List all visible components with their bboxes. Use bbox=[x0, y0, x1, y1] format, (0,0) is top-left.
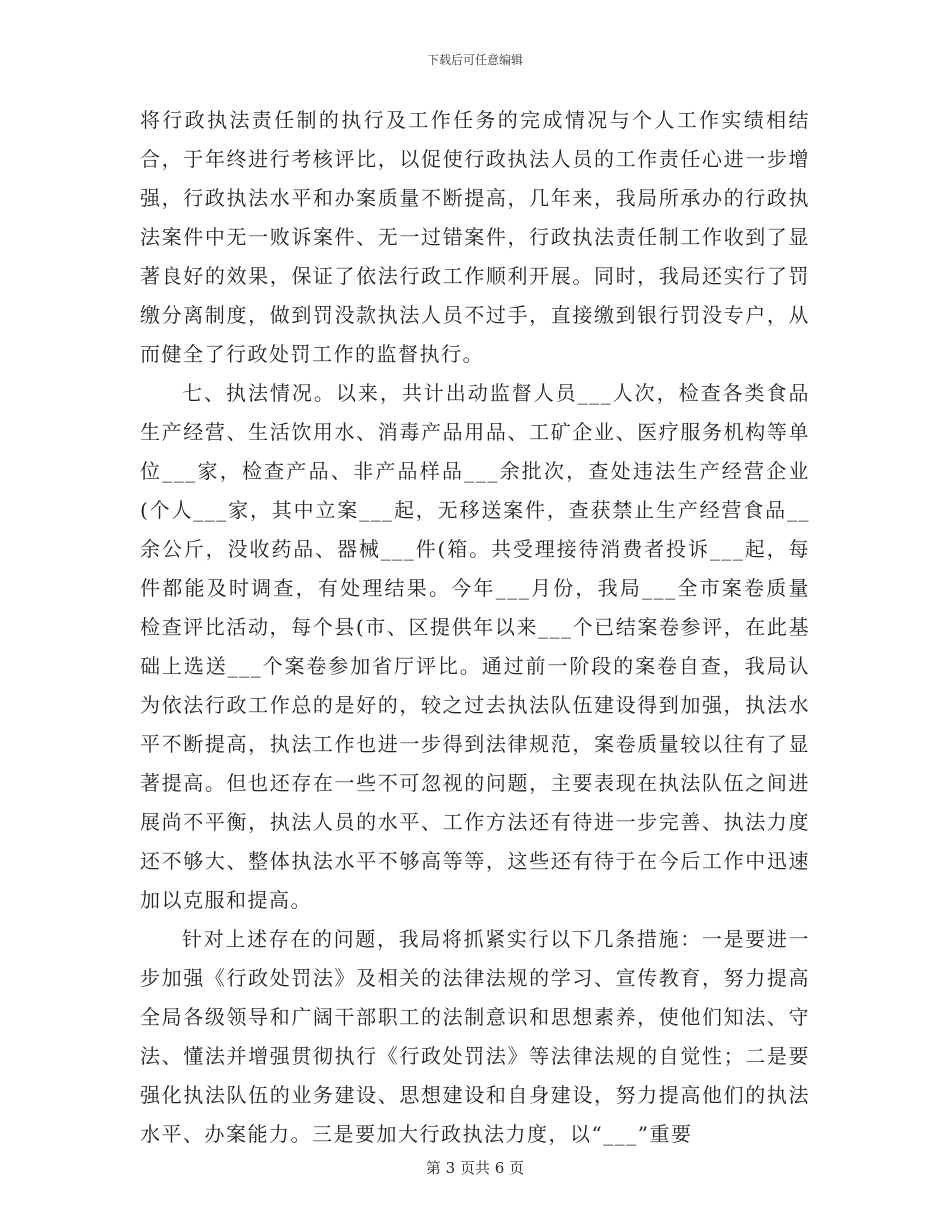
paragraph-enforcement-status: 七、执法情况。以来，共计出动监督人员___人次，检查各类食品生产经营、生活饮用水、消毒产品用品、工矿企业、医疗服务机构等单位___家，检查产品、非产品样品___余批次，查处违法生产经营企业(个人___家，其中立案___起，无移送案件，查获禁止生产经营食品__余公斤，没收药品、器械___件(箱。共受理接待消费者投诉___起，每件都能及时调查，有处理结果。今年___月份，我局___全市案卷质量检查评比活动，每个县(市、区提供年以来___个已结案卷参评，在此基础上选送___个案卷参加省厅评比。通过前一阶段的案卷自查，我局认为依法行政工作总的是好的，较之过去执法队伍建设得到加强，执法水平不断提高，执法工作也进一步得到法律规范，案卷质量较以往有了显著提高。但也还存在一些不可忽视的问题，主要表现在执法队伍之间进展尚不平衡，执法人员的水平、工作方法还有待进一步完善、执法力度还不够大、整体执法水平不够高等等，这些还有待于在今后工作中迅速加以克服和提高。 bbox=[140, 381, 810, 912]
page-number: 第 3 页共 6 页 bbox=[425, 1159, 525, 1177]
page-header: 下载后可任意编辑 bbox=[426, 53, 523, 67]
paragraph-continuation: 将行政执法责任制的执行及工作任务的完成情况与个人工作实绩相结合，于年终进行考核评比，以促使行政执法人员的工作责任心进一步增强，行政执法水平和办案质量不断提高，几年来，我局所承办的行政执法案件中无一败诉案件、无一过错案件，行政执法责任制工作收到了显著良好的效果，保证了依法行政工作顺利开展。同时，我局还实行了罚缴分离制度，做到罚没款执法人员不过手，直接缴到银行罚没专户，从而健全了行政处罚工作的监督执行。 bbox=[140, 108, 810, 366]
document-body bbox=[140, 101, 810, 1154]
paragraph-measures: 针对上述存在的问题，我局将抓紧实行以下几条措施：一是要进一步加强《行政处罚法》及相关的法律法规的学习、宣传教育，努力提高全局各级领导和广阔干部职工的法制意识和思想素养，使他们知法、守法、懂法并增强贯彻执行《行政处罚法》等法律法规的自觉性；二是要强化执法队伍的业务建设、思想建设和自身建设，努力提高他们的执法水平、办案能力。三是要加大行政执法力度，以“___”重要 bbox=[140, 927, 810, 1146]
